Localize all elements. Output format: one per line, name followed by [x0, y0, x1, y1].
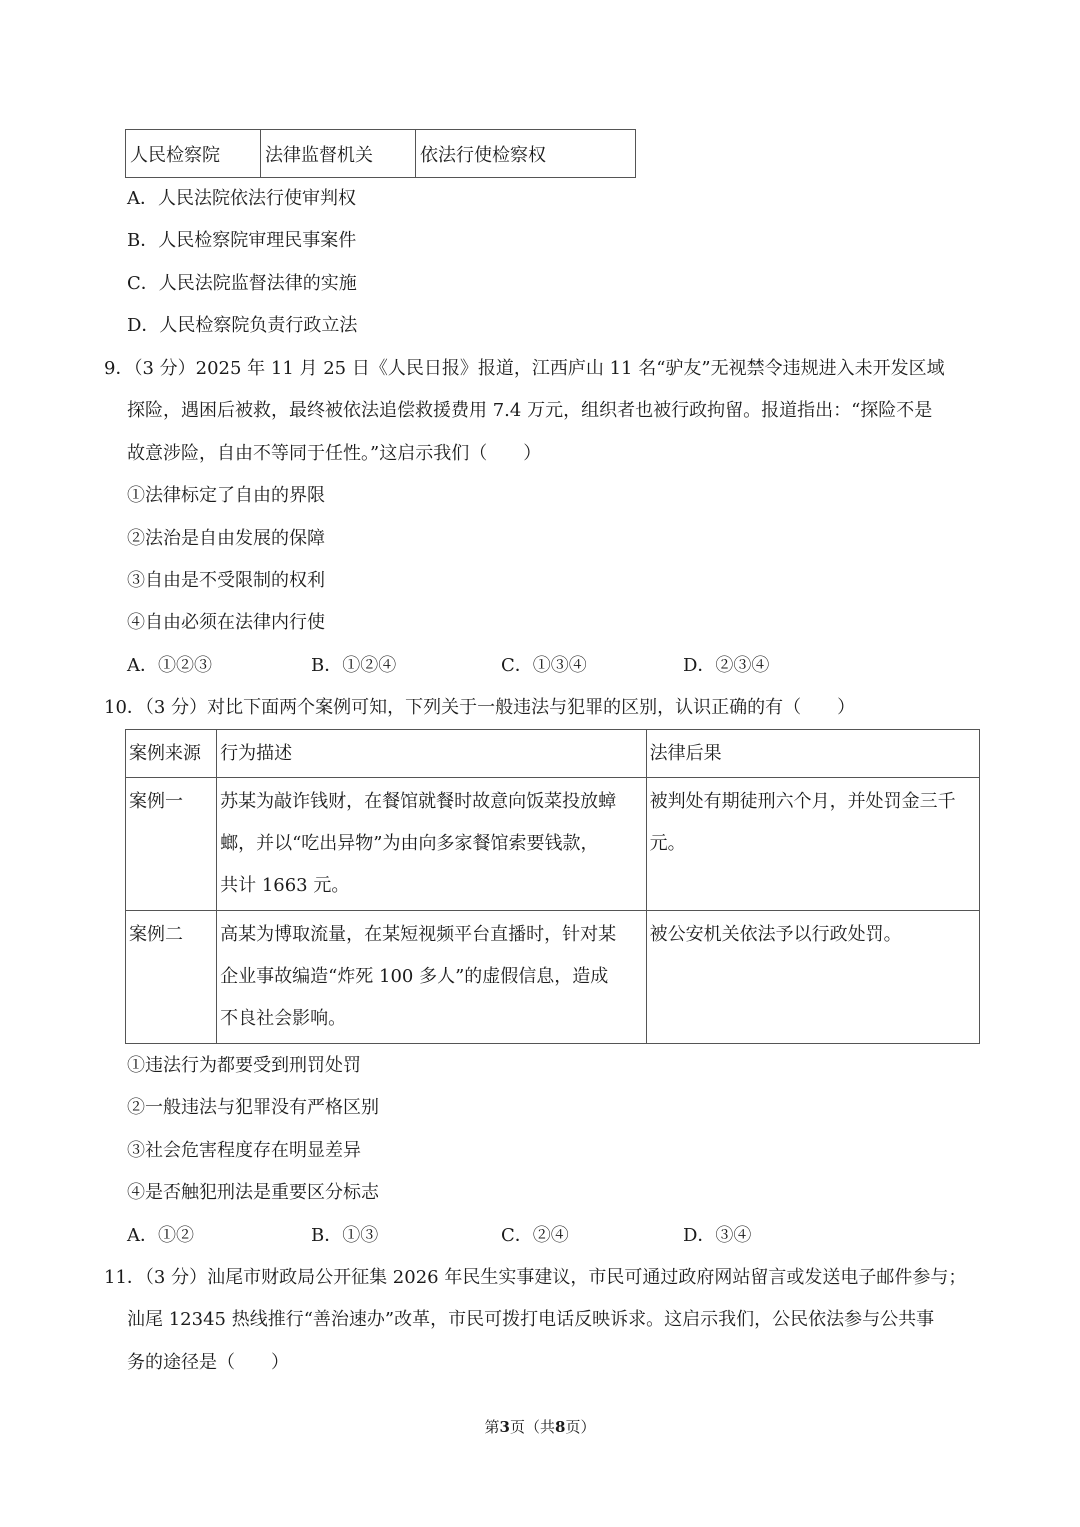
q10-statement-1: ①违法行为都要受到刑罚处罚 — [127, 1055, 361, 1076]
q9-choice-a: A．①②③ — [127, 655, 212, 676]
page-footer — [0, 1416, 1080, 1437]
table-row — [126, 911, 980, 1044]
text-line: 高某为博取流量，在某短视频平台直播时，针对某 — [220, 924, 617, 945]
table-header: 法律后果 — [646, 730, 979, 778]
table-row — [126, 778, 980, 911]
table-cell — [126, 778, 217, 911]
page-total: 8 — [555, 1418, 566, 1436]
case-result — [650, 911, 976, 956]
text-line: 螂，并以“吃出异物”为由向多家餐馆索要钱款， — [220, 833, 599, 854]
organ-table — [125, 129, 636, 178]
case-result — [650, 778, 976, 865]
case-source: 案例一 — [129, 791, 183, 812]
table-cell: 法律监督机关 — [261, 130, 416, 178]
text-line: 被公安机关依法予以行政处罚。 — [649, 924, 902, 945]
q11-stem-line: 11．（3 分）汕尾市财政局公开征集 2026 年民生实事建议，市民可通过政府网站留言或发送电子邮件参与； — [104, 1267, 967, 1288]
q10-choice-c: C．②④ — [501, 1225, 569, 1246]
q10-stem: 10．（3 分）对比下面两个案例可知，下列关于一般违法与犯罪的区别，认识正确的有（ ） — [104, 697, 856, 718]
q9-choice-d: D．②③④ — [683, 655, 770, 676]
q10-statement-4: ④是否触犯刑法是重要区分标志 — [127, 1182, 379, 1203]
q9-choice-c: C．①③④ — [501, 655, 587, 676]
q10-choice-a: A．①② — [127, 1225, 194, 1246]
table-row — [126, 130, 636, 178]
table-header-row — [126, 730, 980, 778]
q8-option-a: A．人民法院依法行使审判权 — [127, 188, 356, 209]
q8-option-d: D．人民检察院负责行政立法 — [127, 315, 358, 336]
q9-statement-2: ②法治是自由发展的保障 — [127, 528, 325, 549]
q10-statement-3: ③社会危害程度存在明显差异 — [127, 1140, 361, 1161]
case-description — [220, 911, 643, 1040]
q9-stem-line: 9．（3 分）2025 年 11 月 25 日《人民日报》报道，江西庐山 11 名“驴友”无视禁令违规进入未开发区域 — [104, 358, 945, 379]
table-header: 案例来源 — [126, 730, 217, 778]
q10-statement-2: ②一般违法与犯罪没有严格区别 — [127, 1097, 379, 1118]
q8-option-b: B．人民检察院审理民事案件 — [127, 230, 357, 251]
table-cell — [646, 778, 979, 911]
text-line: 苏某为敲诈钱财，在餐馆就餐时故意向饭菜投放蟑 — [220, 791, 617, 812]
q10-choices — [127, 1224, 827, 1248]
text-line: 企业事故编造“炸死 100 多人”的虚假信息，造成 — [220, 966, 609, 987]
footer-middle: 页（共 — [509, 1418, 555, 1436]
footer-suffix: 页） — [565, 1418, 596, 1436]
q9-statement-4: ④自由必须在法律内行使 — [127, 612, 325, 633]
q9-stem-line: 探险，遇困后被救，最终被依法追偿救援费用 7.4 万元，组织者也被行政拘留。报道指出：“探险不是 — [127, 400, 933, 421]
page-number: 3 — [499, 1418, 510, 1436]
q9-stem-line: 故意涉险，自由不等同于任性。”这启示我们（ ） — [127, 443, 542, 464]
table-cell: 人民检察院 — [126, 130, 261, 178]
q8-option-c: C．人民法院监督法律的实施 — [127, 273, 357, 294]
text-line: 共计 1663 元。 — [220, 875, 350, 896]
case-table — [125, 729, 980, 1044]
table-header: 行为描述 — [217, 730, 647, 778]
q10-choice-d: D．③④ — [683, 1225, 752, 1246]
table-cell: 依法行使检察权 — [416, 130, 636, 178]
text-line: 元。 — [649, 833, 686, 854]
footer-prefix: 第 — [484, 1418, 500, 1436]
case-description — [220, 778, 643, 907]
q11-stem-line: 务的途径是（ ） — [127, 1352, 289, 1373]
q9-choices — [127, 654, 827, 678]
text-line: 被判处有期徒刑六个月，并处罚金三千 — [649, 791, 956, 812]
q9-statement-1: ①法律标定了自由的界限 — [127, 485, 325, 506]
case-source: 案例二 — [129, 924, 183, 945]
q9-choice-b: B．①②④ — [311, 655, 397, 676]
q10-choice-b: B．①③ — [311, 1225, 379, 1246]
q9-statement-3: ③自由是不受限制的权利 — [127, 570, 325, 591]
table-cell — [646, 911, 979, 1044]
table-cell — [217, 911, 647, 1044]
table-cell — [217, 778, 647, 911]
text-line: 不良社会影响。 — [220, 1008, 347, 1029]
q11-stem-line: 汕尾 12345 热线推行“善治速办”改革，市民可拨打电话反映诉求。这启示我们，公民依法参与公共事 — [127, 1309, 935, 1330]
table-cell — [126, 911, 217, 1044]
